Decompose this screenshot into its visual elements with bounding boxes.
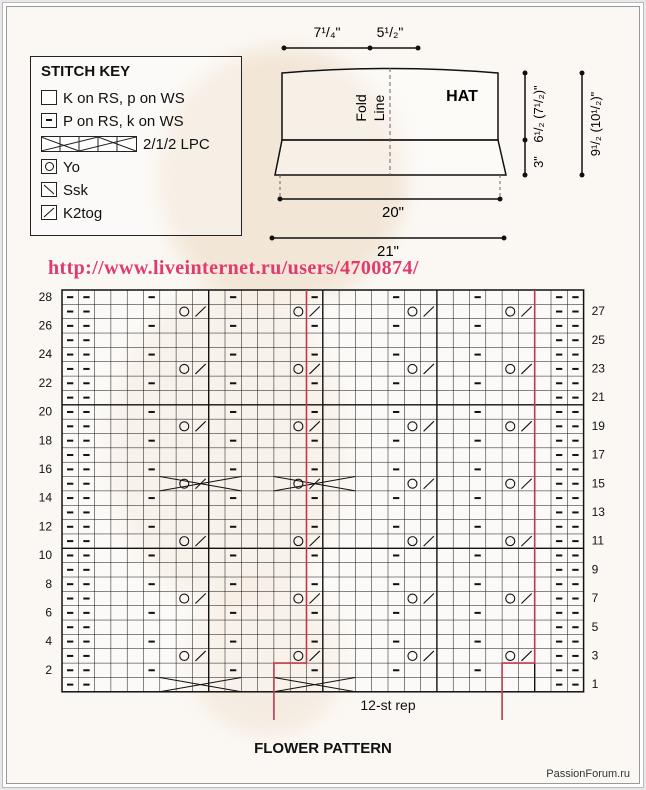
top-width-right: 5¹/₂" <box>376 24 404 40</box>
row-number-left: 28 <box>38 289 52 304</box>
row-number-left: 16 <box>38 461 52 476</box>
ssk-backslash-icon <box>41 182 57 197</box>
hat-schematic <box>260 20 630 260</box>
hat-label: HAT <box>446 88 478 105</box>
fold-line-label-1: Fold <box>353 94 369 122</box>
key-item-knit: K on RS, p on WS <box>41 90 185 107</box>
flower-pattern-chart <box>0 280 646 720</box>
empty-square-icon <box>41 90 57 105</box>
row-number-left: 24 <box>38 347 52 362</box>
row-number-right: 5 <box>591 619 599 634</box>
key-item-purl: P on RS, k on WS <box>41 113 184 130</box>
stitch-key-title: STITCH KEY <box>41 63 131 80</box>
row-number-left: 14 <box>38 490 52 505</box>
row-number-right: 21 <box>591 390 605 405</box>
row-number-right: 23 <box>591 361 605 376</box>
row-number-right: 11 <box>591 533 605 548</box>
row-number-right: 13 <box>591 505 605 520</box>
repeat-label: 12-st rep <box>360 696 416 713</box>
row-number-left: 10 <box>38 548 52 563</box>
watermark: PassionForum.ru <box>546 768 630 780</box>
key-item-lpc: 2/1/2 LPC <box>41 136 210 153</box>
row-number-left: 8 <box>45 576 52 591</box>
yarn-over-circle-icon <box>41 159 57 174</box>
row-number-right: 27 <box>591 304 605 319</box>
row-number-left: 26 <box>38 318 52 333</box>
row-number-right: 17 <box>591 447 605 462</box>
k2tog-slash-icon <box>41 205 57 220</box>
row-number-right: 15 <box>591 476 605 491</box>
source-url[interactable]: http://www.liveinternet.ru/users/4700874/ <box>48 257 419 279</box>
height-label-3: 9¹/₂ (10¹/₂)" <box>588 91 603 157</box>
key-item-k2tog: K2tog <box>41 205 102 222</box>
row-number-left: 12 <box>38 519 52 534</box>
lpc-cable-icon <box>41 136 137 152</box>
row-number-left: 2 <box>45 662 52 677</box>
row-number-left: 6 <box>45 605 52 620</box>
stitch-key <box>30 56 242 236</box>
bottom-width-label: 20" <box>381 204 405 221</box>
row-number-right: 25 <box>591 332 605 347</box>
row-number-right: 1 <box>591 677 599 692</box>
row-number-left: 18 <box>38 433 52 448</box>
height-label-2: 3" <box>531 156 546 168</box>
row-number-right: 9 <box>591 562 599 577</box>
top-width-left: 7¹/₄" <box>313 24 341 40</box>
row-number-right: 7 <box>591 591 599 606</box>
row-number-left: 4 <box>45 634 52 649</box>
key-item-yo: Yo <box>41 159 80 176</box>
dash-square-icon <box>41 113 57 128</box>
row-number-left: 22 <box>38 375 52 390</box>
key-item-ssk: Ssk <box>41 182 88 199</box>
row-number-right: 3 <box>591 648 599 663</box>
height-label-1: 6¹/₂ (7¹/₂)" <box>531 85 546 143</box>
row-number-left: 20 <box>38 404 52 419</box>
total-width-label: 21" <box>376 243 400 260</box>
fold-line-label-2: Line <box>371 94 387 122</box>
row-number-right: 19 <box>591 418 605 433</box>
chart-title: FLOWER PATTERN <box>254 740 392 757</box>
